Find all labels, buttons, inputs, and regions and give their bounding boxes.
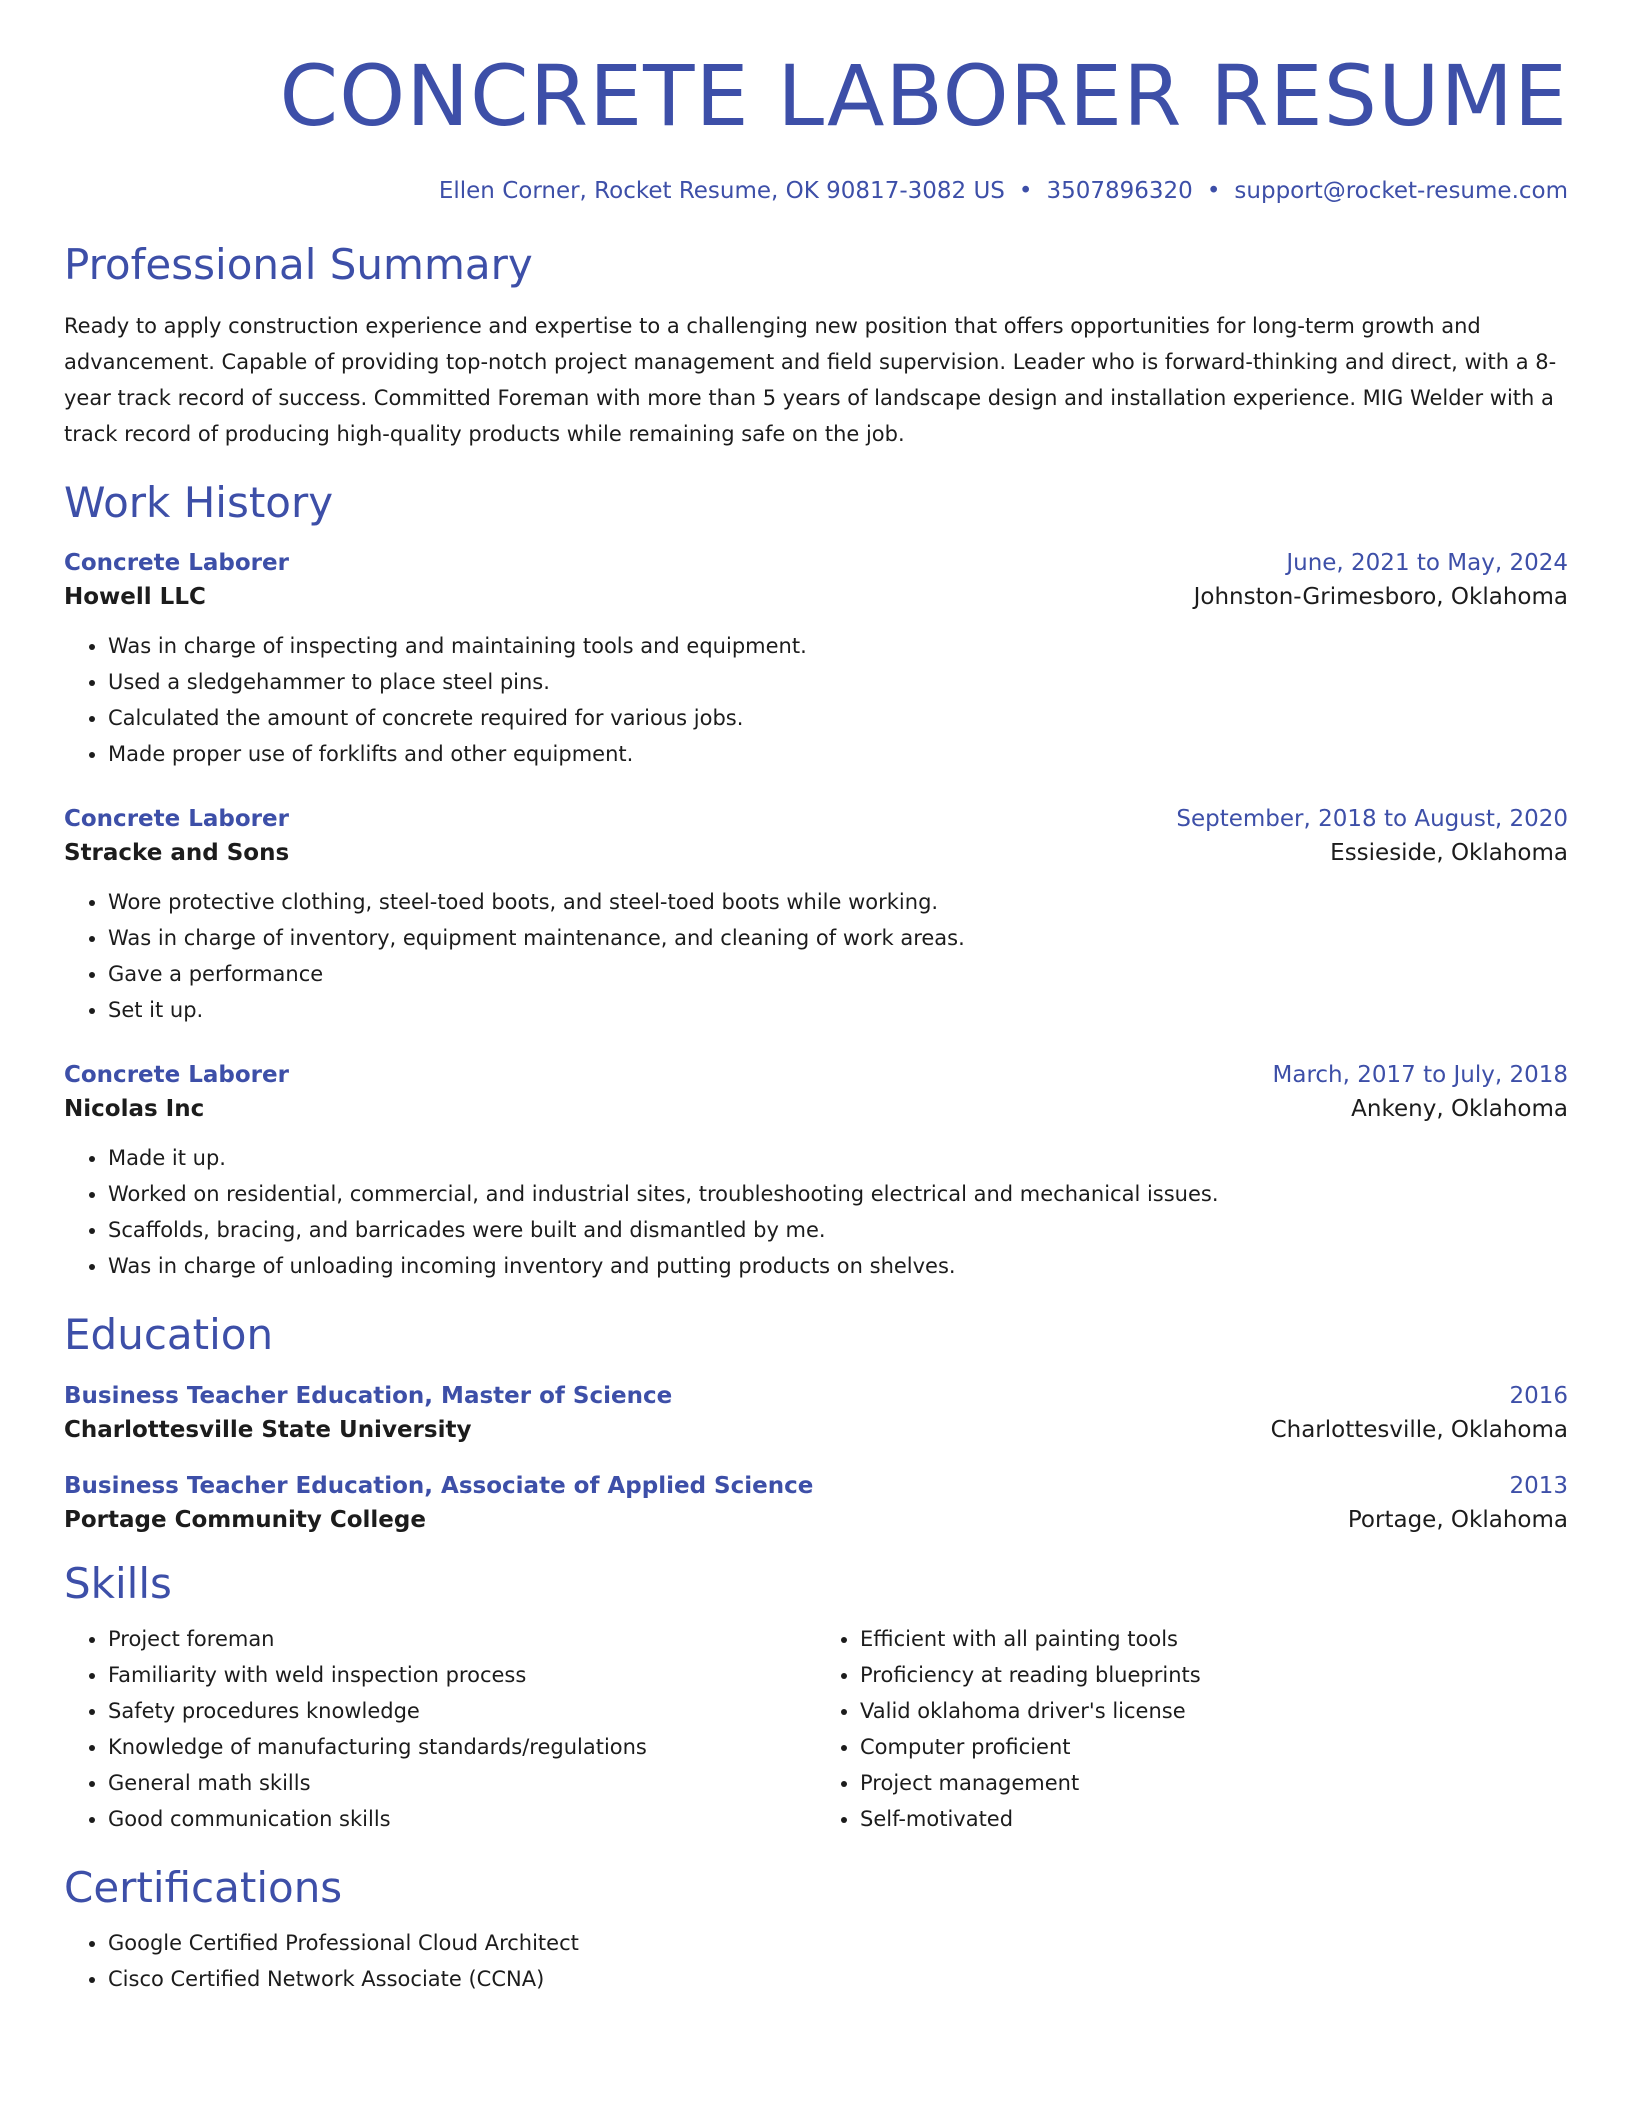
skill-item: • Valid oklahoma driver's license xyxy=(860,1693,1568,1729)
contact-line xyxy=(64,178,1568,204)
skills-section xyxy=(64,1558,1568,1837)
job-duties xyxy=(64,884,1568,1028)
skill-item: • Project foreman xyxy=(108,1621,816,1657)
contact-separator: • xyxy=(1206,178,1221,204)
skill-item: • Project management xyxy=(860,1765,1568,1801)
job-location: Essieside, Oklahoma xyxy=(1330,840,1568,867)
job-company: Nicolas Inc xyxy=(64,1096,205,1123)
skills-list-left xyxy=(64,1621,816,1837)
degree: Business Teacher Education, Master of Science xyxy=(64,1382,673,1409)
job-title: Concrete Laborer xyxy=(64,1062,289,1089)
contact-phone: 3507896320 xyxy=(1046,178,1193,204)
certifications-list xyxy=(64,1925,1568,1997)
job-entry xyxy=(64,1062,1568,1284)
job-dates: March, 2017 to July, 2018 xyxy=(1272,1062,1568,1089)
resume-title: CONCRETE LABORER RESUME xyxy=(279,47,1568,145)
school-location: Charlottesville, Oklahoma xyxy=(1270,1416,1568,1443)
summary-text: Ready to apply construction experience and expertise to a challenging new position that offers opportunities for long-term growth and advancement. Capable of providing top-notch project management and field supervision. Leader who is forward-thinking and direct, with a 8-year track record of success. Committed Foreman with more than 5 years of landscape design and installation experience. MIG Welder with a track record of producing high-quality products while remaining safe on the job. xyxy=(64,314,1557,447)
job-duty: • Gave a performance xyxy=(108,956,1568,992)
job-location: Johnston-Grimesboro, Oklahoma xyxy=(1193,584,1568,611)
school-location: Portage, Oklahoma xyxy=(1347,1506,1568,1533)
degree: Business Teacher Education, Associate of Applied Science xyxy=(64,1472,814,1499)
contact-email[interactable]: support@rocket-resume.com xyxy=(1234,178,1568,204)
certification-item: • Google Certified Professional Cloud Architect xyxy=(108,1925,1568,1961)
job-duty: • Worked on residential, commercial, and industrial sites, troubleshooting electrical and mechanical issues. xyxy=(108,1176,1568,1212)
graduation-year: 2013 xyxy=(1509,1472,1568,1499)
skills-heading: Skills xyxy=(64,1558,172,1608)
skills-columns xyxy=(64,1621,1568,1837)
job-duty: • Made it up. xyxy=(108,1140,1568,1176)
skill-item: • Good communication skills xyxy=(108,1801,816,1837)
education-entry xyxy=(64,1473,1568,1533)
job-company: Howell LLC xyxy=(64,584,206,611)
job-dates: September, 2018 to August, 2020 xyxy=(1176,806,1568,833)
skill-item: • Knowledge of manufacturing standards/regulations xyxy=(108,1729,816,1765)
school-name: Charlottesville State University xyxy=(64,1416,472,1443)
job-entry xyxy=(64,550,1568,772)
job-duty: • Calculated the amount of concrete required for various jobs. xyxy=(108,700,1568,736)
job-duty: • Was in charge of inspecting and maintaining tools and equipment. xyxy=(108,628,1568,664)
certifications-heading: Certifications xyxy=(64,1862,343,1912)
summary-heading: Professional Summary xyxy=(64,240,533,289)
job-duty: • Was in charge of inventory, equipment maintenance, and cleaning of work areas. xyxy=(108,920,1568,956)
skill-item: • Self-motivated xyxy=(860,1801,1568,1837)
job-duty: • Used a sledgehammer to place steel pins. xyxy=(108,664,1568,700)
education-section xyxy=(64,1312,1568,1532)
job-dates: June, 2021 to May, 2024 xyxy=(1286,550,1568,577)
job-entry xyxy=(64,806,1568,1028)
skill-item: • Efficient with all painting tools xyxy=(860,1621,1568,1657)
skill-item: • General math skills xyxy=(108,1765,816,1801)
job-duty: • Set it up. xyxy=(108,992,1568,1028)
job-duty: • Scaffolds, bracing, and barricades were built and dismantled by me. xyxy=(108,1212,1568,1248)
graduation-year: 2016 xyxy=(1509,1382,1568,1409)
contact-separator: • xyxy=(1018,178,1033,204)
job-title: Concrete Laborer xyxy=(64,806,289,833)
work-history-section xyxy=(64,480,1568,1284)
job-duty: • Was in charge of unloading incoming inventory and putting products on shelves. xyxy=(108,1248,1568,1284)
education-entry xyxy=(64,1383,1568,1443)
skill-item: • Safety procedures knowledge xyxy=(108,1693,816,1729)
job-title: Concrete Laborer xyxy=(64,550,289,577)
summary-section xyxy=(64,242,1568,452)
job-duties xyxy=(64,1140,1568,1284)
school-name: Portage Community College xyxy=(64,1506,426,1533)
contact-address: Ellen Corner, Rocket Resume, OK 90817-3082 US xyxy=(438,178,1005,204)
skill-item: • Proficiency at reading blueprints xyxy=(860,1657,1568,1693)
job-duties xyxy=(64,628,1568,772)
skill-item: • Familiarity with weld inspection process xyxy=(108,1657,816,1693)
job-company: Stracke and Sons xyxy=(64,840,290,867)
certification-item: • Cisco Certified Network Associate (CCNA) xyxy=(108,1961,1568,1997)
job-location: Ankeny, Oklahoma xyxy=(1351,1096,1568,1123)
job-duty: • Wore protective clothing, steel-toed boots, and steel-toed boots while working. xyxy=(108,884,1568,920)
job-duty: • Made proper use of forklifts and other equipment. xyxy=(108,736,1568,772)
education-heading: Education xyxy=(64,1310,274,1360)
skill-item: • Computer proficient xyxy=(860,1729,1568,1765)
certifications-section xyxy=(64,1862,1568,1997)
work-history-heading: Work History xyxy=(64,478,334,528)
skills-list-right xyxy=(816,1621,1568,1837)
